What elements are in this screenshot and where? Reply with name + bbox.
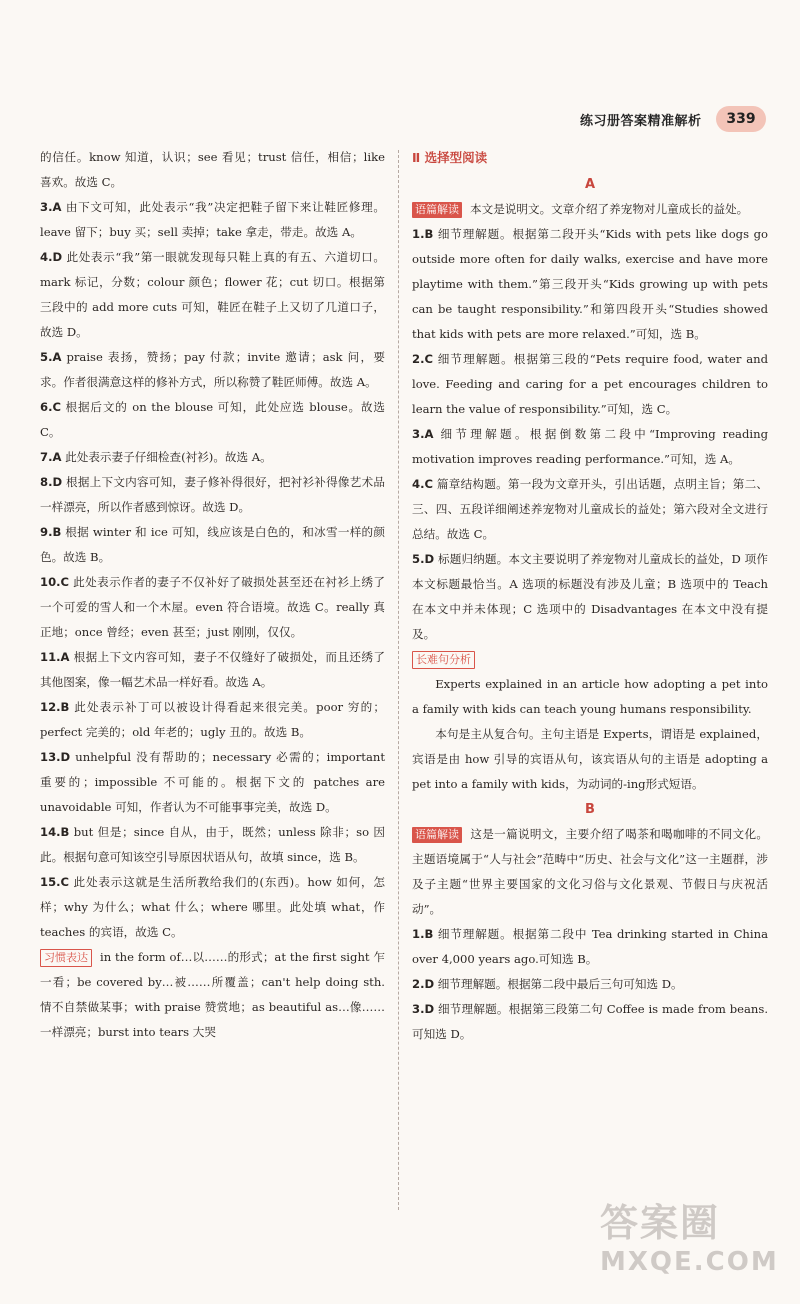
page-header <box>0 0 800 140</box>
page-number: 339 <box>716 106 766 132</box>
answer-item: 2.D 细节理解题。根据第二段中最后三句可知选 D。 <box>412 977 683 991</box>
answer-item: 14.B but 但是；since 自从，由于，既然；unless 除非；so 因此。根据句意可知该空引导原因状语从句，故填 since，选 B。 <box>40 825 385 864</box>
long-sentence: Experts explained in an article how adopting a pet into a family with kids can teach young humans responsibility. <box>412 677 768 716</box>
left-column <box>40 145 385 1045</box>
column-divider <box>398 150 399 1210</box>
watermark-logo: 答案圈 MXQE.COM <box>600 1201 779 1277</box>
sentence-tag: 长难句分析 <box>412 651 475 669</box>
passage-b-intro: 语篇解读 这是一篇说明文，主要介绍了喝茶和喝咖啡的不同文化。主题语境属于“人与社会”范畴中“历史、社会与文化”这一主题群，涉及子主题“世界主要国家的文化习俗与文化景观、节假日与庆祝活动”。 <box>412 827 768 916</box>
answer-item: 1.B 细节理解题。根据第二段中 Tea drinking started in China over 4,000 years ago.可知选 B。 <box>412 927 768 966</box>
sentence-analysis: 本句是主从复合句。主句主语是 Experts，谓语是 explained，宾语是由 how 引导的宾语从句，该宾语从句的主语是 adopting a pet into a family with kids，为动词的-ing形式短语。 <box>412 727 768 791</box>
habit-expression: 习惯表达 in the form of…以……的形式；at the first sight 乍一看；be covered by…被……所覆盖；can't help doing sth. 情不自禁做某事；with praise 赞赏地；as beautiful as…像……一样漂亮；burst into tears 大哭 <box>40 950 385 1039</box>
answer-item: 15.C 此处表示这就是生活所教给我们的(东西)。how 如何，怎样；why 为什么；what 什么；where 哪里。此处填 what，作 teaches 的宾语，故选 C。 <box>40 875 386 939</box>
habit-tag: 习惯表达 <box>40 949 92 967</box>
intro-tag: 语篇解读 <box>412 202 462 218</box>
sentence-tag-row <box>412 647 768 672</box>
answer-item: 5.D 标题归纳题。本文主要说明了养宠物对儿童成长的益处，D 项作本文标题最恰当。A 选项的标题没有涉及儿童；B 选项中的 Teach 在本文中并未体现；C 选项中的 Disadvantages 在本文中没有提及。 <box>412 552 769 641</box>
answer-item: 2.C 细节理解题。根据第三段的“Pets require food, water and love. Feeding and caring for a pet encourages children to learn the value of responsibility.”可知，选 C。 <box>412 352 768 416</box>
answer-item: 10.C 此处表示作者的妻子不仅补好了破损处甚至还在衬衫上绣了一个可爱的雪人和一个木屋。even 符合语境。故选 C。really 真正地；once 曾经；even 甚至；just 刚刚，仅仅。 <box>40 575 385 639</box>
answer-item: 6.C 根据后文的 on the blouse 可知，此处应选 blouse。故选 C。 <box>40 400 386 439</box>
answer-item: 12.B 此处表示补丁可以被设计得看起来很完美。poor 穷的；perfect 完美的；old 年老的；ugly 丑的。故选 B。 <box>40 700 385 739</box>
answer-item: 的信任。know 知道，认识；see 看见；trust 信任，相信；like 喜欢。故选 C。 <box>40 150 385 189</box>
answer-item: 4.D 此处表示“我”第一眼就发现每只鞋上真的有五、六道切口。mark 标记，分数；colour 颜色；flower 花；cut 切口。根据第三段中的 add more cuts 可知，鞋匠在鞋子上又切了几道口子，故选 D。 <box>40 250 386 339</box>
answer-item: 11.A 根据上下文内容可知，妻子不仅缝好了破损处，而且还绣了其他图案，像一幅艺术品一样好看。故选 A。 <box>40 650 385 689</box>
answer-item: 3.A 细节理解题。根据倒数第二段中“Improving reading motivation improves reading performance.”可知，选 A。 <box>412 427 768 466</box>
answer-item: 7.A 此处表示妻子仔细检查(衬衫)。故选 A。 <box>40 450 272 464</box>
answer-item: 1.B 细节理解题。根据第二段开头“Kids with pets like dogs go outside more often for daily walks, exercise and have more playtime with them.”第三段开头“Kids growing up with pets can be taught responsibility.”和第四段开头“Studies showed that kids with pets are more relaxed.”可知，选 B。 <box>412 227 768 341</box>
passage-a-letter: A <box>584 177 596 192</box>
answer-item: 13.D unhelpful 没有帮助的；necessary 必需的；important 重要的；impossible 不可能的。根据下文的 patches are unavoidable 可知，作者认为不可能事事完美，故选 D。 <box>40 750 385 814</box>
passage-b-letter: B <box>585 802 595 817</box>
answer-item: 9.B 根据 winter 和 ice 可知，线应该是白色的，和冰雪一样的颜色。故选 B。 <box>40 525 386 564</box>
intro-tag: 语篇解读 <box>412 827 462 843</box>
answer-item: 4.C 篇章结构题。第一段为文章开头，引出话题，点明主旨；第二、三、四、五段详细阐述养宠物对儿童成长的益处；第六段对全文进行总结。故选 C。 <box>412 477 768 541</box>
answer-item: 5.A praise 表扬，赞扬；pay 付款；invite 邀请；ask 问，要求。作者很满意这样的修补方式，所以称赞了鞋匠师傅。故选 A。 <box>40 350 385 389</box>
answer-item: 3.D 细节理解题。根据第三段第二句 Coffee is made from beans.可知选 D。 <box>412 1002 769 1041</box>
answer-item: 8.D 根据上下文内容可知，妻子修补得很好，把衬衫补得像艺术品一样漂亮，所以作者感到惊讶。故选 D。 <box>40 475 385 514</box>
section-title: Ⅱ 选择型阅读 <box>412 150 488 165</box>
answer-item: 3.A 由下文可知，此处表示“我”决定把鞋子留下来让鞋匠修理。leave 留下；buy 买；sell 卖掉；take 拿走，带走。故选 A。 <box>40 200 385 239</box>
header-title: 练习册答案精准解析 <box>580 114 702 129</box>
right-column <box>412 145 768 1047</box>
passage-a-intro: 语篇解读 本文是说明文。文章介绍了养宠物对儿童成长的益处。 <box>412 197 768 222</box>
